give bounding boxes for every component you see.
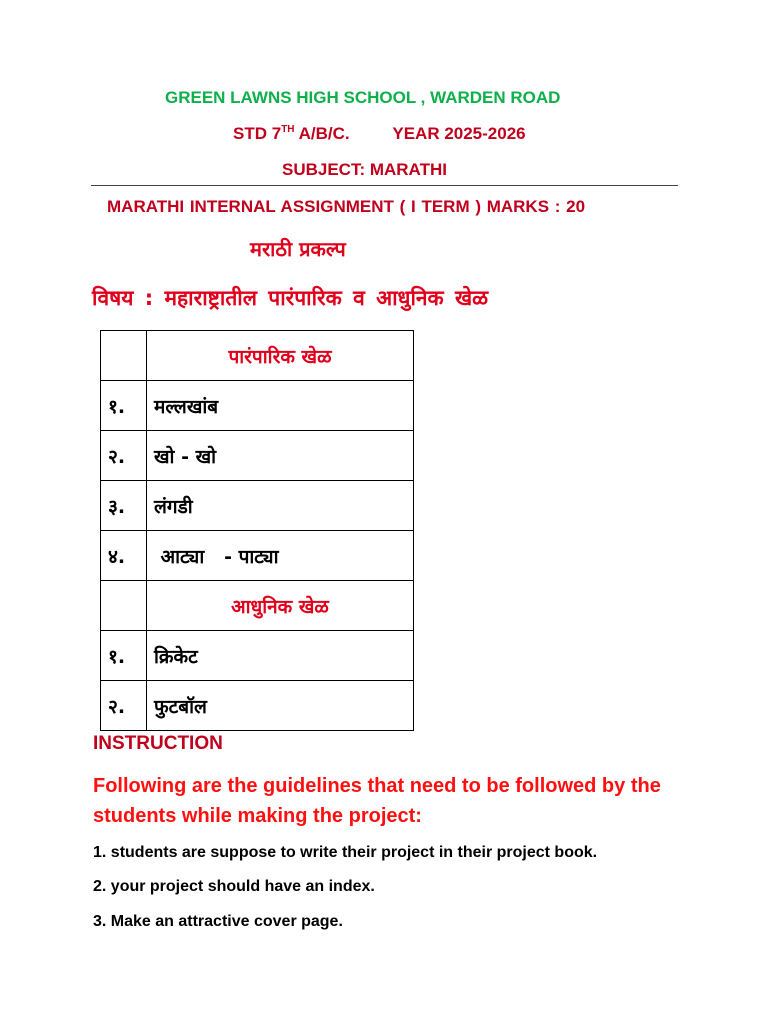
std-label: STD 7 [233,124,282,143]
table-row [101,681,414,731]
academic-year: YEAR 2025-2026 [392,124,526,143]
row-number: २. [101,431,147,481]
list-item: 2. your project should have an index. [93,878,375,895]
table-row [101,431,414,481]
std-divisions: A/B/C. [294,124,350,143]
row-number: १. [101,631,147,681]
game-name: क्रिकेट [147,631,414,681]
game-name: मल्लखांब [147,381,414,431]
table-row [101,481,414,531]
project-topic: विषय : महाराष्ट्रातील पारंपारिक व आधुनिक खेळ [92,286,489,310]
project-title: मराठी प्रकल्प [250,237,346,261]
guidelines-intro: Following are the guidelines that need to be followed by the students while making the project: [93,775,661,827]
table-heading-row [101,331,414,381]
table-heading-row [101,581,414,631]
traditional-games-heading: पारंपारिक खेळ [147,331,414,381]
table-row [101,531,414,581]
game-name: लंगडी [147,481,414,531]
instruction-heading: INSTRUCTION [93,733,223,754]
table-cell-empty [101,581,147,631]
list-item: 3. Make an attractive cover page. [93,913,343,930]
game-name: फुटबॉल [147,681,414,731]
table-row [101,381,414,431]
table-row [101,631,414,681]
class-year-line [233,124,526,144]
row-number: २. [101,681,147,731]
assignment-line: MARATHI INTERNAL ASSIGNMENT ( I TERM ) MARKS : 20 [107,197,586,216]
modern-games-heading: आधुनिक खेळ [147,581,414,631]
games-table [100,330,414,731]
header-divider [91,185,678,186]
game-name: आट्या - पाट्या [147,531,414,581]
std-superscript: TH [281,124,295,135]
table-cell-empty [101,331,147,381]
subject-line: SUBJECT: MARATHI [282,160,447,179]
row-number: ३. [101,481,147,531]
school-name: GREEN LAWNS HIGH SCHOOL , WARDEN ROAD [165,88,561,107]
game-name: खो - खो [147,431,414,481]
row-number: ४. [101,531,147,581]
list-item: 1. students are suppose to write their project in their project book. [93,844,598,861]
row-number: १. [101,381,147,431]
